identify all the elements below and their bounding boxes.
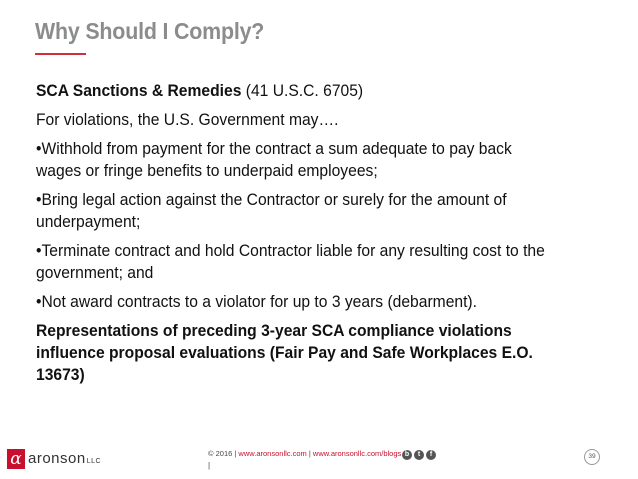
page-number-badge: 39	[584, 449, 600, 465]
sanctions-heading-bold: SCA Sanctions & Remedies	[36, 81, 242, 100]
slide-title: Why Should I Comply?	[35, 18, 265, 44]
bullet-line: •Not award contracts to a violator for up to 3 years (debarment).	[36, 292, 477, 311]
blog-link[interactable]: www.aronsonllc.com/blogs	[312, 449, 402, 458]
slide-footer	[0, 440, 638, 479]
closing-line: influence proposal evaluations (Fair Pay and Safe Workplaces E.O.	[36, 343, 533, 362]
bullet-line: government; and	[36, 263, 154, 282]
intro-text: For violations, the U.S. Government may….	[36, 110, 339, 129]
title-underline-accent	[35, 53, 86, 55]
logo-wordmark: aronson	[28, 450, 86, 467]
bullet-item-terminate	[36, 240, 621, 284]
twitter-icon[interactable]: t	[414, 450, 424, 460]
facebook-icon[interactable]: f	[426, 450, 436, 460]
bullet-item-withhold	[36, 138, 621, 182]
bullet-item-legal-action	[36, 189, 621, 233]
bullet-line: •Terminate contract and hold Contractor liable for any resulting cost to the	[36, 241, 545, 260]
copyright-line	[208, 449, 401, 458]
aronson-logo-text	[28, 450, 101, 467]
separator: |	[306, 449, 313, 458]
copyright-text: © 2016	[208, 449, 233, 458]
sanctions-heading-reference: (41 U.S.C. 6705)	[241, 81, 364, 100]
sanctions-heading	[36, 80, 620, 102]
logo-suffix: LLC	[86, 458, 102, 465]
social-icons	[402, 450, 436, 460]
aronson-logo-icon: α	[7, 449, 25, 469]
bullet-line: wages or fringe benefits to underpaid employees;	[36, 161, 378, 180]
closing-line: Representations of preceding 3-year SCA compliance violations	[36, 321, 512, 340]
slide-body	[36, 80, 621, 386]
blog-icon[interactable]: b	[402, 450, 412, 460]
website-link[interactable]: www.aronsonllc.com	[238, 449, 307, 458]
closing-line: 13673)	[36, 365, 85, 384]
text-cursor: |	[208, 461, 211, 470]
bullet-item-debarment	[36, 291, 621, 313]
bullet-line: underpayment;	[36, 212, 141, 231]
bullet-line: •Withhold from payment for the contract a sum adequate to pay back	[36, 139, 512, 158]
separator: |	[232, 449, 239, 458]
closing-statement	[36, 320, 621, 386]
bullet-line: •Bring legal action against the Contractor or surely for the amount of	[36, 190, 507, 209]
